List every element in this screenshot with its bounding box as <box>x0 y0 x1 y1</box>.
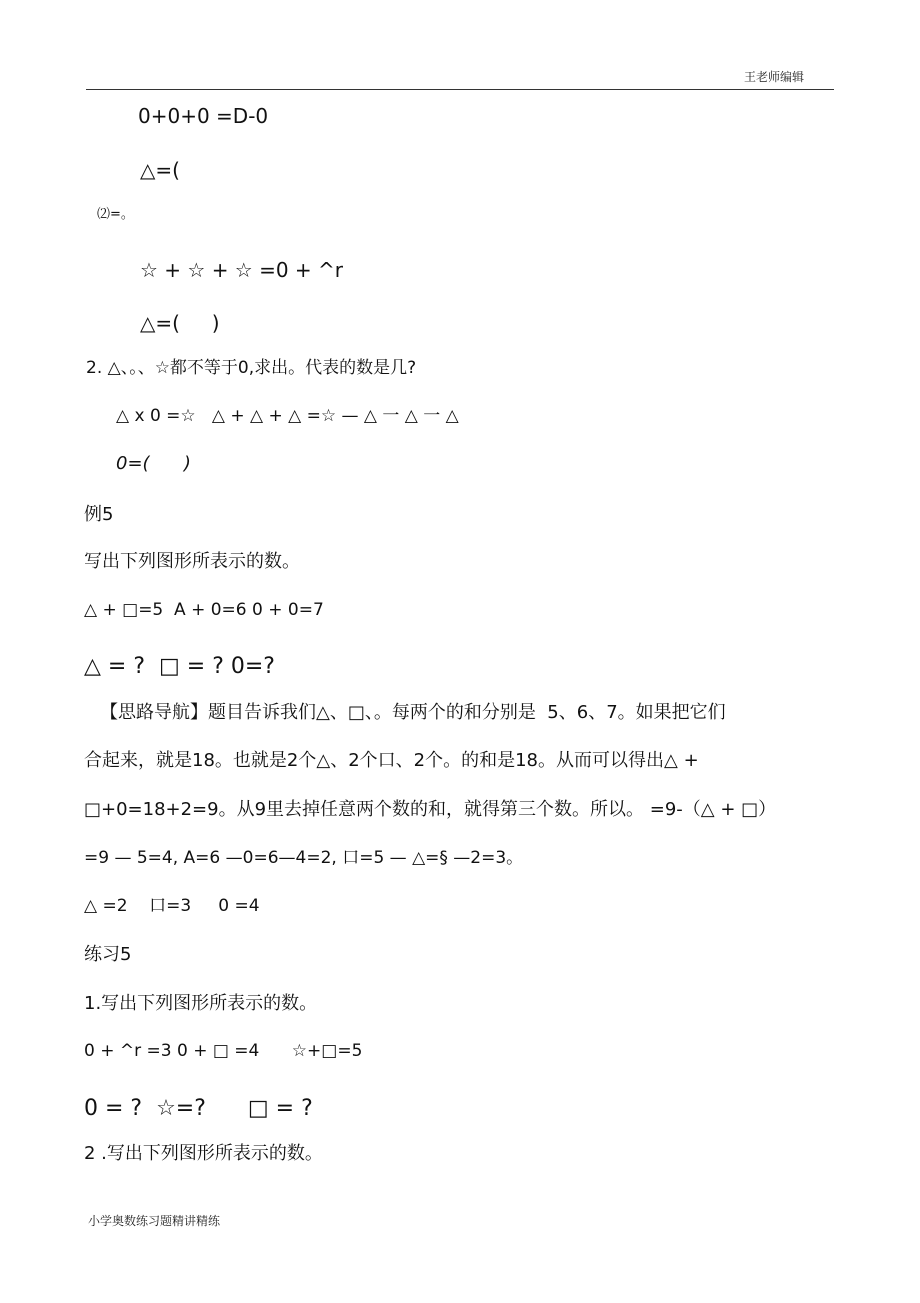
example-5-equations: △ + □=5 A + 0=6 0 + 0=7 <box>84 600 324 620</box>
equation-line-2: ☆ + ☆ + ☆ =0 + ^r <box>140 258 344 282</box>
practice-1-questions: 0 = ? ☆=? □ = ? <box>84 1096 313 1121</box>
equation-line-3: △ x 0 =☆ △ + △ + △ =☆ — △ 一 △ 一 △ <box>116 406 459 426</box>
practice-question-2: 2 .写出下列图形所表示的数。 <box>84 1143 323 1164</box>
example-5-questions: △ = ? □ = ? 0=? <box>84 654 275 679</box>
solution-line-2: 合起来，就是18。也就是2个△、2个口、2个。的和是18。从而可以得出△ + <box>84 750 699 771</box>
header-right-text: 王老师编辑 <box>744 70 805 84</box>
solution-line-1: 【思路导航】题目告诉我们△、□、。每两个的和分别是 5、6、7。如果把它们 <box>100 702 726 723</box>
solution-line-4: =9 — 5=4, A=6 —0=6—4=2, 口=5 — △=§ —2=3。 <box>84 848 524 868</box>
answer-line-1: △=( <box>140 158 180 182</box>
practice-5-heading: 练习5 <box>84 944 132 965</box>
equation-line-1: 0+0+0 =D-0 <box>138 104 269 128</box>
practice-1-equations: 0 + ^r =3 0 + □ =4 ☆+□=5 <box>84 1041 363 1061</box>
sub-question-2: ⑵=。 <box>97 207 134 222</box>
question-2: 2. △、。、☆都不等于0,求出。代表的数是几? <box>86 358 417 378</box>
example-5-instruction: 写出下列图形所表示的数。 <box>84 551 300 572</box>
answer-line-2: △=( ) <box>140 311 220 335</box>
solution-answers: △ =2 口=3 0 =4 <box>84 896 260 916</box>
footer-left-text: 小学奥数练习题精讲精练 <box>88 1214 221 1228</box>
answer-line-3: 0=( ) <box>116 453 191 474</box>
solution-line-3: □+0=18+2=9。从9里去掉任意两个数的和，就得第三个数。所以。 =9-（△ + □） <box>84 799 777 820</box>
example-5-heading: 例5 <box>84 504 114 525</box>
practice-question-1: 1.写出下列图形所表示的数。 <box>84 993 318 1014</box>
header-rule <box>86 89 834 90</box>
